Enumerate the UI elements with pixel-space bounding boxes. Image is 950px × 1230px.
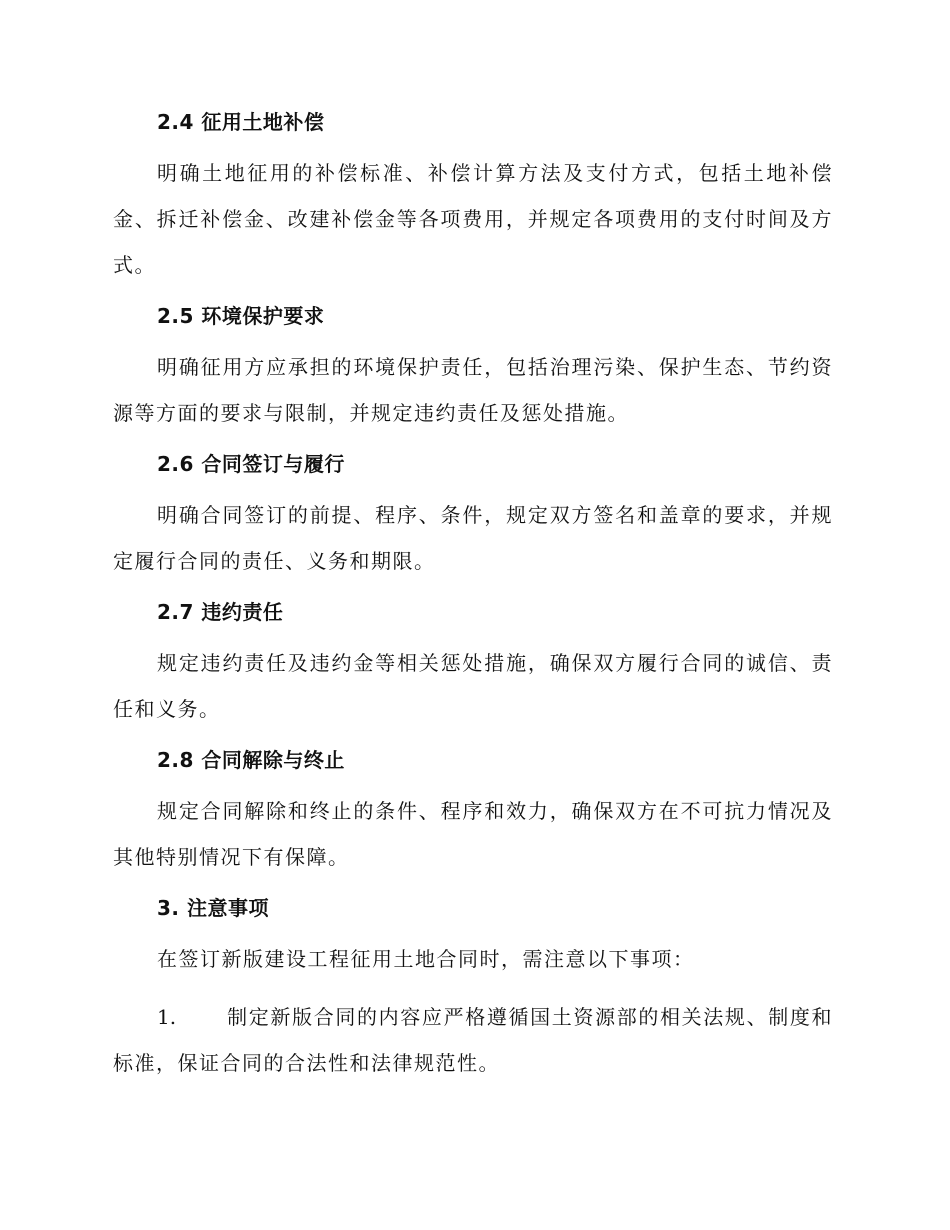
section-body-2-8: 规定合同解除和终止的条件、程序和效力，确保双方在不可抗力情况及其他特别情况下有保障。 [113,799,833,869]
section-body-2-7: 规定违约责任及违约金等相关惩处措施，确保双方履行合同的诚信、责任和义务。 [113,651,833,721]
section-body-2-5: 明确征用方应承担的环境保护责任，包括治理污染、保护生态、节约资源等方面的要求与限制，并规定违约责任及惩处措施。 [113,355,833,425]
list-item-text: 制定新版合同的内容应严格遵循国土资源部的相关法规、制度和标准，保证合同的合法性和法律规范性。 [113,1005,833,1075]
section-heading-2-4: 2.4 征用土地补偿 [157,110,325,134]
document-content [113,106,833,1086]
section-heading-2-6: 2.6 合同签订与履行 [157,452,345,476]
section-heading-2-8: 2.8 合同解除与终止 [157,748,345,772]
list-item-number: 1. [157,1005,177,1029]
list-item [113,994,833,1086]
section-body-3: 在签订新版建设工程征用土地合同时，需注意以下事项： [157,947,695,971]
section-body-2-6: 明确合同签订的前提、程序、条件，规定双方签名和盖章的要求，并规定履行合同的责任、义务和期限。 [113,503,833,573]
section-heading-2-7: 2.7 违约责任 [157,600,284,624]
section-body-2-4: 明确土地征用的补偿标准、补偿计算方法及支付方式，包括土地补偿金、拆迁补偿金、改建补偿金等各项费用，并规定各项费用的支付时间及方式。 [113,161,833,277]
section-heading-2-5: 2.5 环境保护要求 [157,304,325,328]
section-heading-3: 3. 注意事项 [157,896,269,920]
